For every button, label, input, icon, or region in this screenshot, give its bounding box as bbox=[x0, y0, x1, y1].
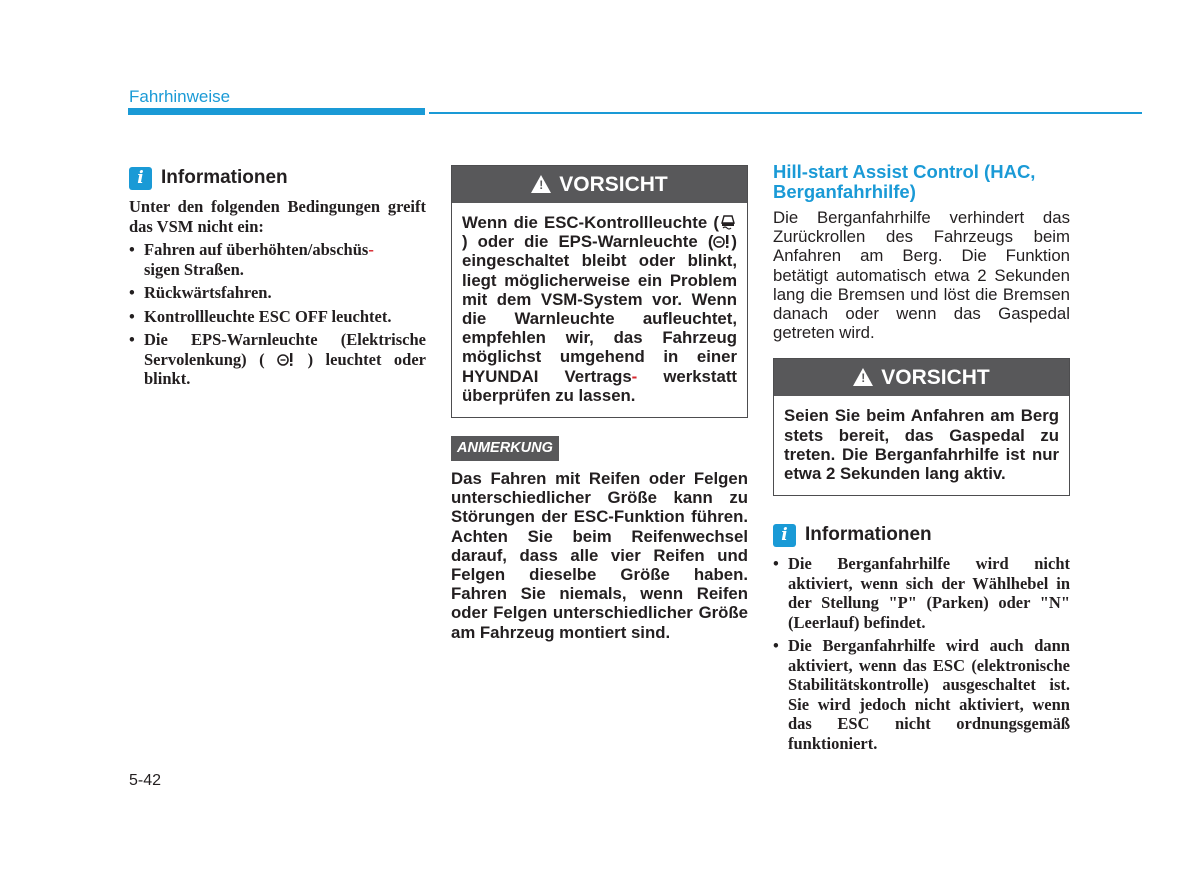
header-rule bbox=[429, 112, 1142, 114]
list-item: • Fahren auf überhöhten/abschüs- sigen Straßen. bbox=[129, 240, 426, 279]
caution-box bbox=[451, 165, 748, 418]
header-accent-bar bbox=[128, 108, 425, 115]
middle-column bbox=[451, 165, 748, 642]
hac-heading: Hill-start Assist Control (HAC, Berganfahrhilfe) bbox=[773, 161, 1036, 202]
left-column bbox=[129, 165, 426, 393]
note-text: Das Fahren mit Reifen oder Felgen unterschiedlicher Größe kann zu Störungen der ESC-Funktion führen. Achten Sie beim Reifenwechsel darauf, dass alle vier Reifen und Felgen dieselbe Größe haben. Fahren Sie niemals, wenn Reifen oder Felgen unterschiedlicher Größe am Fahrzeug montiert sind. bbox=[451, 469, 748, 642]
warning-triangle-icon: ! bbox=[531, 175, 551, 193]
caution-text: Seien Sie beim Anfahren am Berg stets bereit, das Gaspedal zu treten. Die Berganfahrhilfe ist nur etwa 2 Sekunden lang aktiv. bbox=[784, 406, 1059, 484]
list-item: • Rückwärtsfahren. bbox=[129, 283, 426, 303]
caution-title: VORSICHT bbox=[881, 365, 990, 389]
caution-text: Wenn die ESC-Kontrollleuchte () oder die EPS-Warnleuchte ( ) eingeschaltet bleibt oder blinkt, liegt möglicherweise ein Problem mit dem VSM-System vor. Wenn die Warnleuchte aufleuchtet, empfehlen wir, das Fahrzeug möglichst umgehend in einer HYUNDAI Vertrags- werkstatt überprüfen zu lassen. bbox=[462, 213, 737, 405]
esc-indicator-icon bbox=[719, 214, 737, 230]
page-number: 5-42 bbox=[129, 772, 162, 789]
right-column bbox=[773, 162, 1070, 757]
info-intro: Unter den folgenden Bedingungen greift das VSM nicht ein: bbox=[129, 197, 426, 236]
caution-box bbox=[773, 358, 1070, 496]
eps-warning-icon bbox=[713, 233, 731, 249]
warning-triangle-icon: ! bbox=[853, 368, 873, 386]
list-item: • Die Berganfahrhilfe wird auch dann aktiviert, wenn das ESC (elektronische Stabilitätskontrolle) ausgeschaltet ist. Sie wird jedoch nicht aktiviert, wenn das ESC nicht ordnungsgemäß funktioniert. bbox=[773, 636, 1070, 753]
info-heading bbox=[129, 165, 426, 191]
section-title: Fahrhinweise bbox=[129, 87, 231, 106]
info-icon: i bbox=[129, 167, 152, 190]
info-icon: i bbox=[773, 524, 796, 547]
list-item: • Die Berganfahrhilfe wird nicht aktiviert, wenn sich der Wählhebel in der Stellung "P" (Parken) oder "N" (Leerlauf) befindet. bbox=[773, 554, 1070, 632]
caution-header bbox=[452, 166, 747, 203]
list-item: • Die EPS-Warnleuchte (Elektrische Servolenkung) ( ) leuchtet oder blinkt. bbox=[129, 330, 426, 389]
list-item: • Kontrollleuchte ESC OFF leuchtet. bbox=[129, 307, 426, 327]
note-tag: ANMERKUNG bbox=[451, 436, 559, 461]
info-heading bbox=[773, 522, 1070, 548]
info-title: Informationen bbox=[161, 167, 288, 188]
info-title: Informationen bbox=[805, 524, 932, 546]
info-bullet-list bbox=[773, 554, 1070, 753]
hac-description: Die Berganfahrhilfe verhindert das Zurückrollen des Fahrzeugs beim Anfahren am Berg. Die Funktion betätigt automatisch etwa 2 Sekunden lang die Bremsen und löst die Bremsen danach oder wenn das Gaspedal getreten wird. bbox=[773, 208, 1070, 343]
info-bullet-list bbox=[129, 240, 426, 389]
caution-header bbox=[774, 359, 1069, 396]
caution-title: VORSICHT bbox=[559, 172, 668, 196]
eps-warning-icon bbox=[277, 351, 295, 367]
